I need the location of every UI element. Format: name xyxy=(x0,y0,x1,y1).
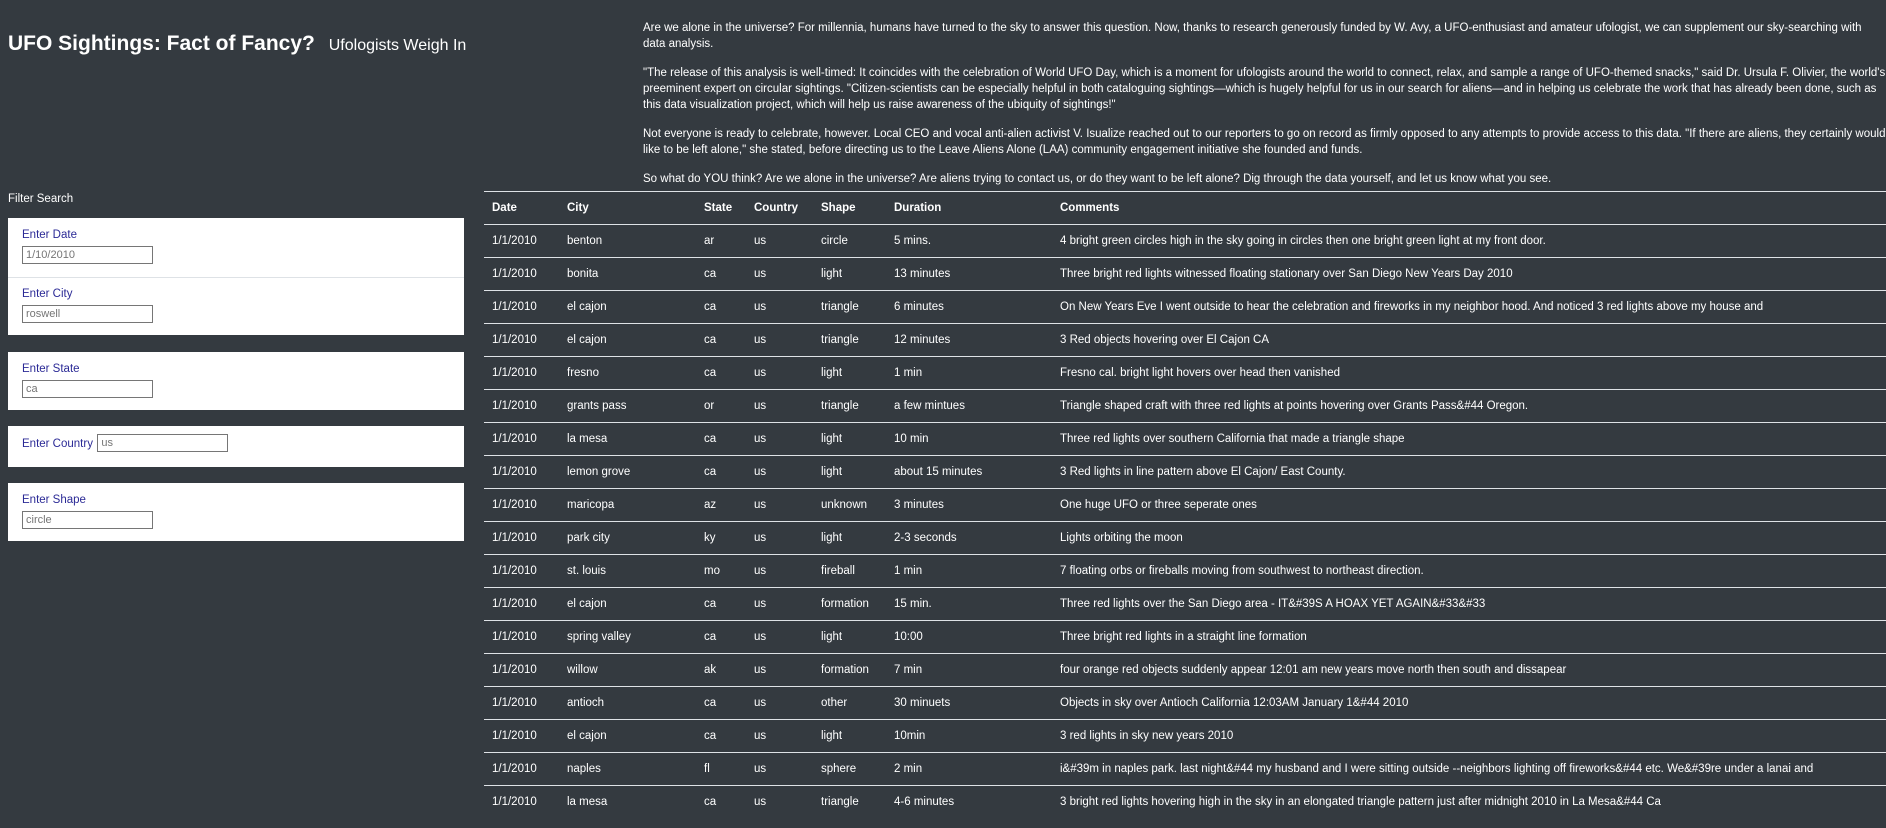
table-row xyxy=(484,753,1886,786)
state-cell: ca xyxy=(696,720,746,753)
comments-cell: four orange red objects suddenly appear 12:01 am new years move north then south and dissapear xyxy=(1052,654,1886,687)
country-cell: us xyxy=(746,621,813,654)
date-cell: 1/1/2010 xyxy=(484,258,559,291)
filter-card-date-city xyxy=(8,218,464,335)
shape-cell: unknown xyxy=(813,489,886,522)
country-label: Enter Country xyxy=(22,438,93,451)
table-row xyxy=(484,654,1886,687)
comments-cell: 4 bright green circles high in the sky going in circles then one bright green light at my front door. xyxy=(1052,225,1886,258)
table-row xyxy=(484,489,1886,522)
city-cell: el cajon xyxy=(559,324,696,357)
city-cell: lemon grove xyxy=(559,456,696,489)
shape-cell: other xyxy=(813,687,886,720)
duration-cell: 3 minutes xyxy=(886,489,1052,522)
city-cell: spring valley xyxy=(559,621,696,654)
state-cell: ar xyxy=(696,225,746,258)
city-cell: antioch xyxy=(559,687,696,720)
table-row xyxy=(484,456,1886,489)
country-cell: us xyxy=(746,786,813,819)
date-cell: 1/1/2010 xyxy=(484,720,559,753)
country-filter xyxy=(8,426,464,452)
city-cell: la mesa xyxy=(559,786,696,819)
column-header-state: State xyxy=(696,192,746,225)
date-cell: 1/1/2010 xyxy=(484,390,559,423)
state-cell: az xyxy=(696,489,746,522)
duration-cell: 30 minuets xyxy=(886,687,1052,720)
duration-cell: 10min xyxy=(886,720,1052,753)
table-row xyxy=(484,423,1886,456)
page-title xyxy=(8,21,466,58)
page-subtitle: Ufologists Weigh In xyxy=(328,37,467,54)
shape-cell: triangle xyxy=(813,291,886,324)
duration-cell: 10 min xyxy=(886,423,1052,456)
city-cell: park city xyxy=(559,522,696,555)
country-cell: us xyxy=(746,522,813,555)
filter-card-state xyxy=(8,352,464,410)
comments-cell: Objects in sky over Antioch California 12:03AM January 1&#44 2010 xyxy=(1052,687,1886,720)
date-cell: 1/1/2010 xyxy=(484,588,559,621)
intro-paragraph: So what do YOU think? Are we alone in the universe? Are aliens trying to contact us, or do they want to be left alone? Dig through the data yourself, and let us know what you see. xyxy=(643,173,1552,185)
shape-label: Enter Shape xyxy=(22,494,86,506)
city-cell: maricopa xyxy=(559,489,696,522)
duration-cell: 1 min xyxy=(886,357,1052,390)
country-cell: us xyxy=(746,324,813,357)
city-cell: naples xyxy=(559,753,696,786)
state-label: Enter State xyxy=(22,363,80,375)
city-cell: el cajon xyxy=(559,291,696,324)
intro-paragraph: Not everyone is ready to celebrate, however. Local CEO and vocal anti-alien activist V. Isualize reached out to our reporters to go on record as firmly opposed to any attempts to provide access to this data. "If there are aliens, they certainly would like to be left alone," she stated, before directing us to the Leave Aliens Alone (LAA) community engagement initiative she founded and funds. xyxy=(643,128,1886,156)
page-title-main: UFO Sightings: Fact of Fancy? xyxy=(8,32,315,55)
comments-cell: 3 bright red lights hovering high in the sky in an elongated triangle pattern just after midnight 2010 in La Mesa&#44 Ca xyxy=(1052,786,1886,819)
shape-cell: light xyxy=(813,357,886,390)
state-cell: ca xyxy=(696,357,746,390)
comments-cell: 3 red lights in sky new years 2010 xyxy=(1052,720,1886,753)
comments-cell: 7 floating orbs or fireballs moving from southwest to northeast direction. xyxy=(1052,555,1886,588)
duration-cell: 1 min xyxy=(886,555,1052,588)
comments-cell: 3 Red lights in line pattern above El Cajon/ East County. xyxy=(1052,456,1886,489)
column-header-comments: Comments xyxy=(1052,192,1886,225)
state-cell: ca xyxy=(696,423,746,456)
city-label: Enter City xyxy=(22,288,73,300)
country-cell: us xyxy=(746,687,813,720)
duration-cell: 2 min xyxy=(886,753,1052,786)
comments-cell: i&#39m in naples park. last night&#44 my husband and I were sitting outside --neighbors lighting off fireworks&#44 etc. We&#39re under a lanai and xyxy=(1052,753,1886,786)
comments-cell: Fresno cal. bright light hovers over head then vanished xyxy=(1052,357,1886,390)
state-cell: ca xyxy=(696,324,746,357)
country-cell: us xyxy=(746,489,813,522)
date-cell: 1/1/2010 xyxy=(484,456,559,489)
table-row xyxy=(484,291,1886,324)
comments-cell: 3 Red objects hovering over El Cajon CA xyxy=(1052,324,1886,357)
duration-cell: about 15 minutes xyxy=(886,456,1052,489)
shape-cell: formation xyxy=(813,588,886,621)
date-cell: 1/1/2010 xyxy=(484,753,559,786)
filter-card-country xyxy=(8,426,464,467)
table-row xyxy=(484,225,1886,258)
comments-cell: Lights orbiting the moon xyxy=(1052,522,1886,555)
date-cell: 1/1/2010 xyxy=(484,489,559,522)
table-row xyxy=(484,588,1886,621)
comments-cell: Three bright red lights witnessed floating stationary over San Diego New Years Day 2010 xyxy=(1052,258,1886,291)
shape-cell: light xyxy=(813,423,886,456)
date-cell: 1/1/2010 xyxy=(484,654,559,687)
duration-cell: 15 min. xyxy=(886,588,1052,621)
state-cell: ca xyxy=(696,786,746,819)
table-body xyxy=(484,225,1886,819)
state-cell: fl xyxy=(696,753,746,786)
date-cell: 1/1/2010 xyxy=(484,357,559,390)
shape-cell: circle xyxy=(813,225,886,258)
shape-input[interactable] xyxy=(22,511,153,529)
shape-cell: light xyxy=(813,456,886,489)
state-cell: mo xyxy=(696,555,746,588)
table-row xyxy=(484,720,1886,753)
table-row xyxy=(484,390,1886,423)
state-cell: or xyxy=(696,390,746,423)
city-cell: el cajon xyxy=(559,720,696,753)
table-row xyxy=(484,324,1886,357)
country-cell: us xyxy=(746,291,813,324)
column-header-country: Country xyxy=(746,192,813,225)
column-header-date: Date xyxy=(484,192,559,225)
date-cell: 1/1/2010 xyxy=(484,621,559,654)
column-header-duration: Duration xyxy=(886,192,1052,225)
state-cell: ca xyxy=(696,258,746,291)
country-cell: us xyxy=(746,390,813,423)
filter-card-shape xyxy=(8,483,464,541)
state-cell: ca xyxy=(696,291,746,324)
city-cell: st. louis xyxy=(559,555,696,588)
shape-filter xyxy=(8,483,464,529)
table-header-row xyxy=(484,192,1886,225)
filter-search-title: Filter Search xyxy=(8,193,74,205)
intro-article xyxy=(643,20,1886,200)
date-cell: 1/1/2010 xyxy=(484,423,559,456)
country-cell: us xyxy=(746,753,813,786)
shape-cell: sphere xyxy=(813,753,886,786)
city-cell: el cajon xyxy=(559,588,696,621)
country-cell: us xyxy=(746,225,813,258)
duration-cell: 7 min xyxy=(886,654,1052,687)
city-cell: willow xyxy=(559,654,696,687)
shape-cell: light xyxy=(813,621,886,654)
ufo-table-container xyxy=(484,191,1886,818)
table-row xyxy=(484,687,1886,720)
date-cell: 1/1/2010 xyxy=(484,522,559,555)
comments-cell: Three red lights over southern California that made a triangle shape xyxy=(1052,423,1886,456)
duration-cell: 6 minutes xyxy=(886,291,1052,324)
intro-paragraph: Are we alone in the universe? For millennia, humans have turned to the sky to answer this question. Now, thanks to research generously funded by W. Avy, a UFO-enthusiast and amateur ufologist, we can supplement our sky-searching with data analysis. xyxy=(643,22,1862,50)
state-cell: ak xyxy=(696,654,746,687)
ufo-table xyxy=(484,191,1886,818)
table-row xyxy=(484,786,1886,819)
city-cell: benton xyxy=(559,225,696,258)
table-row xyxy=(484,555,1886,588)
date-cell: 1/1/2010 xyxy=(484,324,559,357)
state-cell: ca xyxy=(696,456,746,489)
state-cell: ca xyxy=(696,588,746,621)
state-cell: ky xyxy=(696,522,746,555)
intro-paragraph: "The release of this analysis is well-timed: It coincides with the celebration of World UFO Day, which is a moment for ufologists around the world to connect, relax, and sample a range of UFO-themed snacks," said Dr. Ursula F. Olivier, the world's preeminent expert on circular sightings. "Citizen-scientists can be especially helpful in both cataloguing sightings—which is hugely helpful for us in our search for aliens—and in helping us celebrate the work that has already been done, such as this data visualization project, which will help us raise awareness of the ubiquity of sightings!" xyxy=(643,67,1886,111)
shape-cell: formation xyxy=(813,654,886,687)
table-row xyxy=(484,522,1886,555)
shape-cell: light xyxy=(813,720,886,753)
city-input[interactable] xyxy=(22,305,153,323)
duration-cell: 10:00 xyxy=(886,621,1052,654)
date-cell: 1/1/2010 xyxy=(484,555,559,588)
duration-cell: 12 minutes xyxy=(886,324,1052,357)
city-cell: grants pass xyxy=(559,390,696,423)
state-cell: ca xyxy=(696,687,746,720)
duration-cell: 13 minutes xyxy=(886,258,1052,291)
city-cell: la mesa xyxy=(559,423,696,456)
shape-cell: light xyxy=(813,258,886,291)
date-cell: 1/1/2010 xyxy=(484,291,559,324)
date-cell: 1/1/2010 xyxy=(484,786,559,819)
shape-cell: triangle xyxy=(813,390,886,423)
date-input[interactable] xyxy=(22,246,153,264)
state-cell: ca xyxy=(696,621,746,654)
country-cell: us xyxy=(746,258,813,291)
country-input[interactable] xyxy=(97,434,228,452)
comments-cell: One huge UFO or three seperate ones xyxy=(1052,489,1886,522)
duration-cell: a few mintues xyxy=(886,390,1052,423)
comments-cell: Three red lights over the San Diego area - IT&#39S A HOAX YET AGAIN&#33&#33 xyxy=(1052,588,1886,621)
comments-cell: On New Years Eve I went outside to hear the celebration and fireworks in my neighbor hood. And noticed 3 red lights above my house and xyxy=(1052,291,1886,324)
date-cell: 1/1/2010 xyxy=(484,225,559,258)
state-filter xyxy=(8,352,464,398)
country-cell: us xyxy=(746,654,813,687)
city-filter xyxy=(8,278,464,323)
duration-cell: 5 mins. xyxy=(886,225,1052,258)
shape-cell: triangle xyxy=(813,786,886,819)
date-filter xyxy=(8,218,464,277)
table-row xyxy=(484,621,1886,654)
shape-cell: triangle xyxy=(813,324,886,357)
table-row xyxy=(484,357,1886,390)
shape-cell: light xyxy=(813,522,886,555)
city-cell: bonita xyxy=(559,258,696,291)
date-label: Enter Date xyxy=(22,229,77,241)
comments-cell: Triangle shaped craft with three red lights at points hovering over Grants Pass&#44 Oregon. xyxy=(1052,390,1886,423)
comments-cell: Three bright red lights in a straight line formation xyxy=(1052,621,1886,654)
date-cell: 1/1/2010 xyxy=(484,687,559,720)
duration-cell: 2-3 seconds xyxy=(886,522,1052,555)
city-cell: fresno xyxy=(559,357,696,390)
column-header-city: City xyxy=(559,192,696,225)
country-cell: us xyxy=(746,357,813,390)
shape-cell: fireball xyxy=(813,555,886,588)
country-cell: us xyxy=(746,423,813,456)
country-cell: us xyxy=(746,588,813,621)
country-cell: us xyxy=(746,720,813,753)
country-cell: us xyxy=(746,555,813,588)
state-input[interactable] xyxy=(22,380,153,398)
column-header-shape: Shape xyxy=(813,192,886,225)
duration-cell: 4-6 minutes xyxy=(886,786,1052,819)
table-row xyxy=(484,258,1886,291)
country-cell: us xyxy=(746,456,813,489)
